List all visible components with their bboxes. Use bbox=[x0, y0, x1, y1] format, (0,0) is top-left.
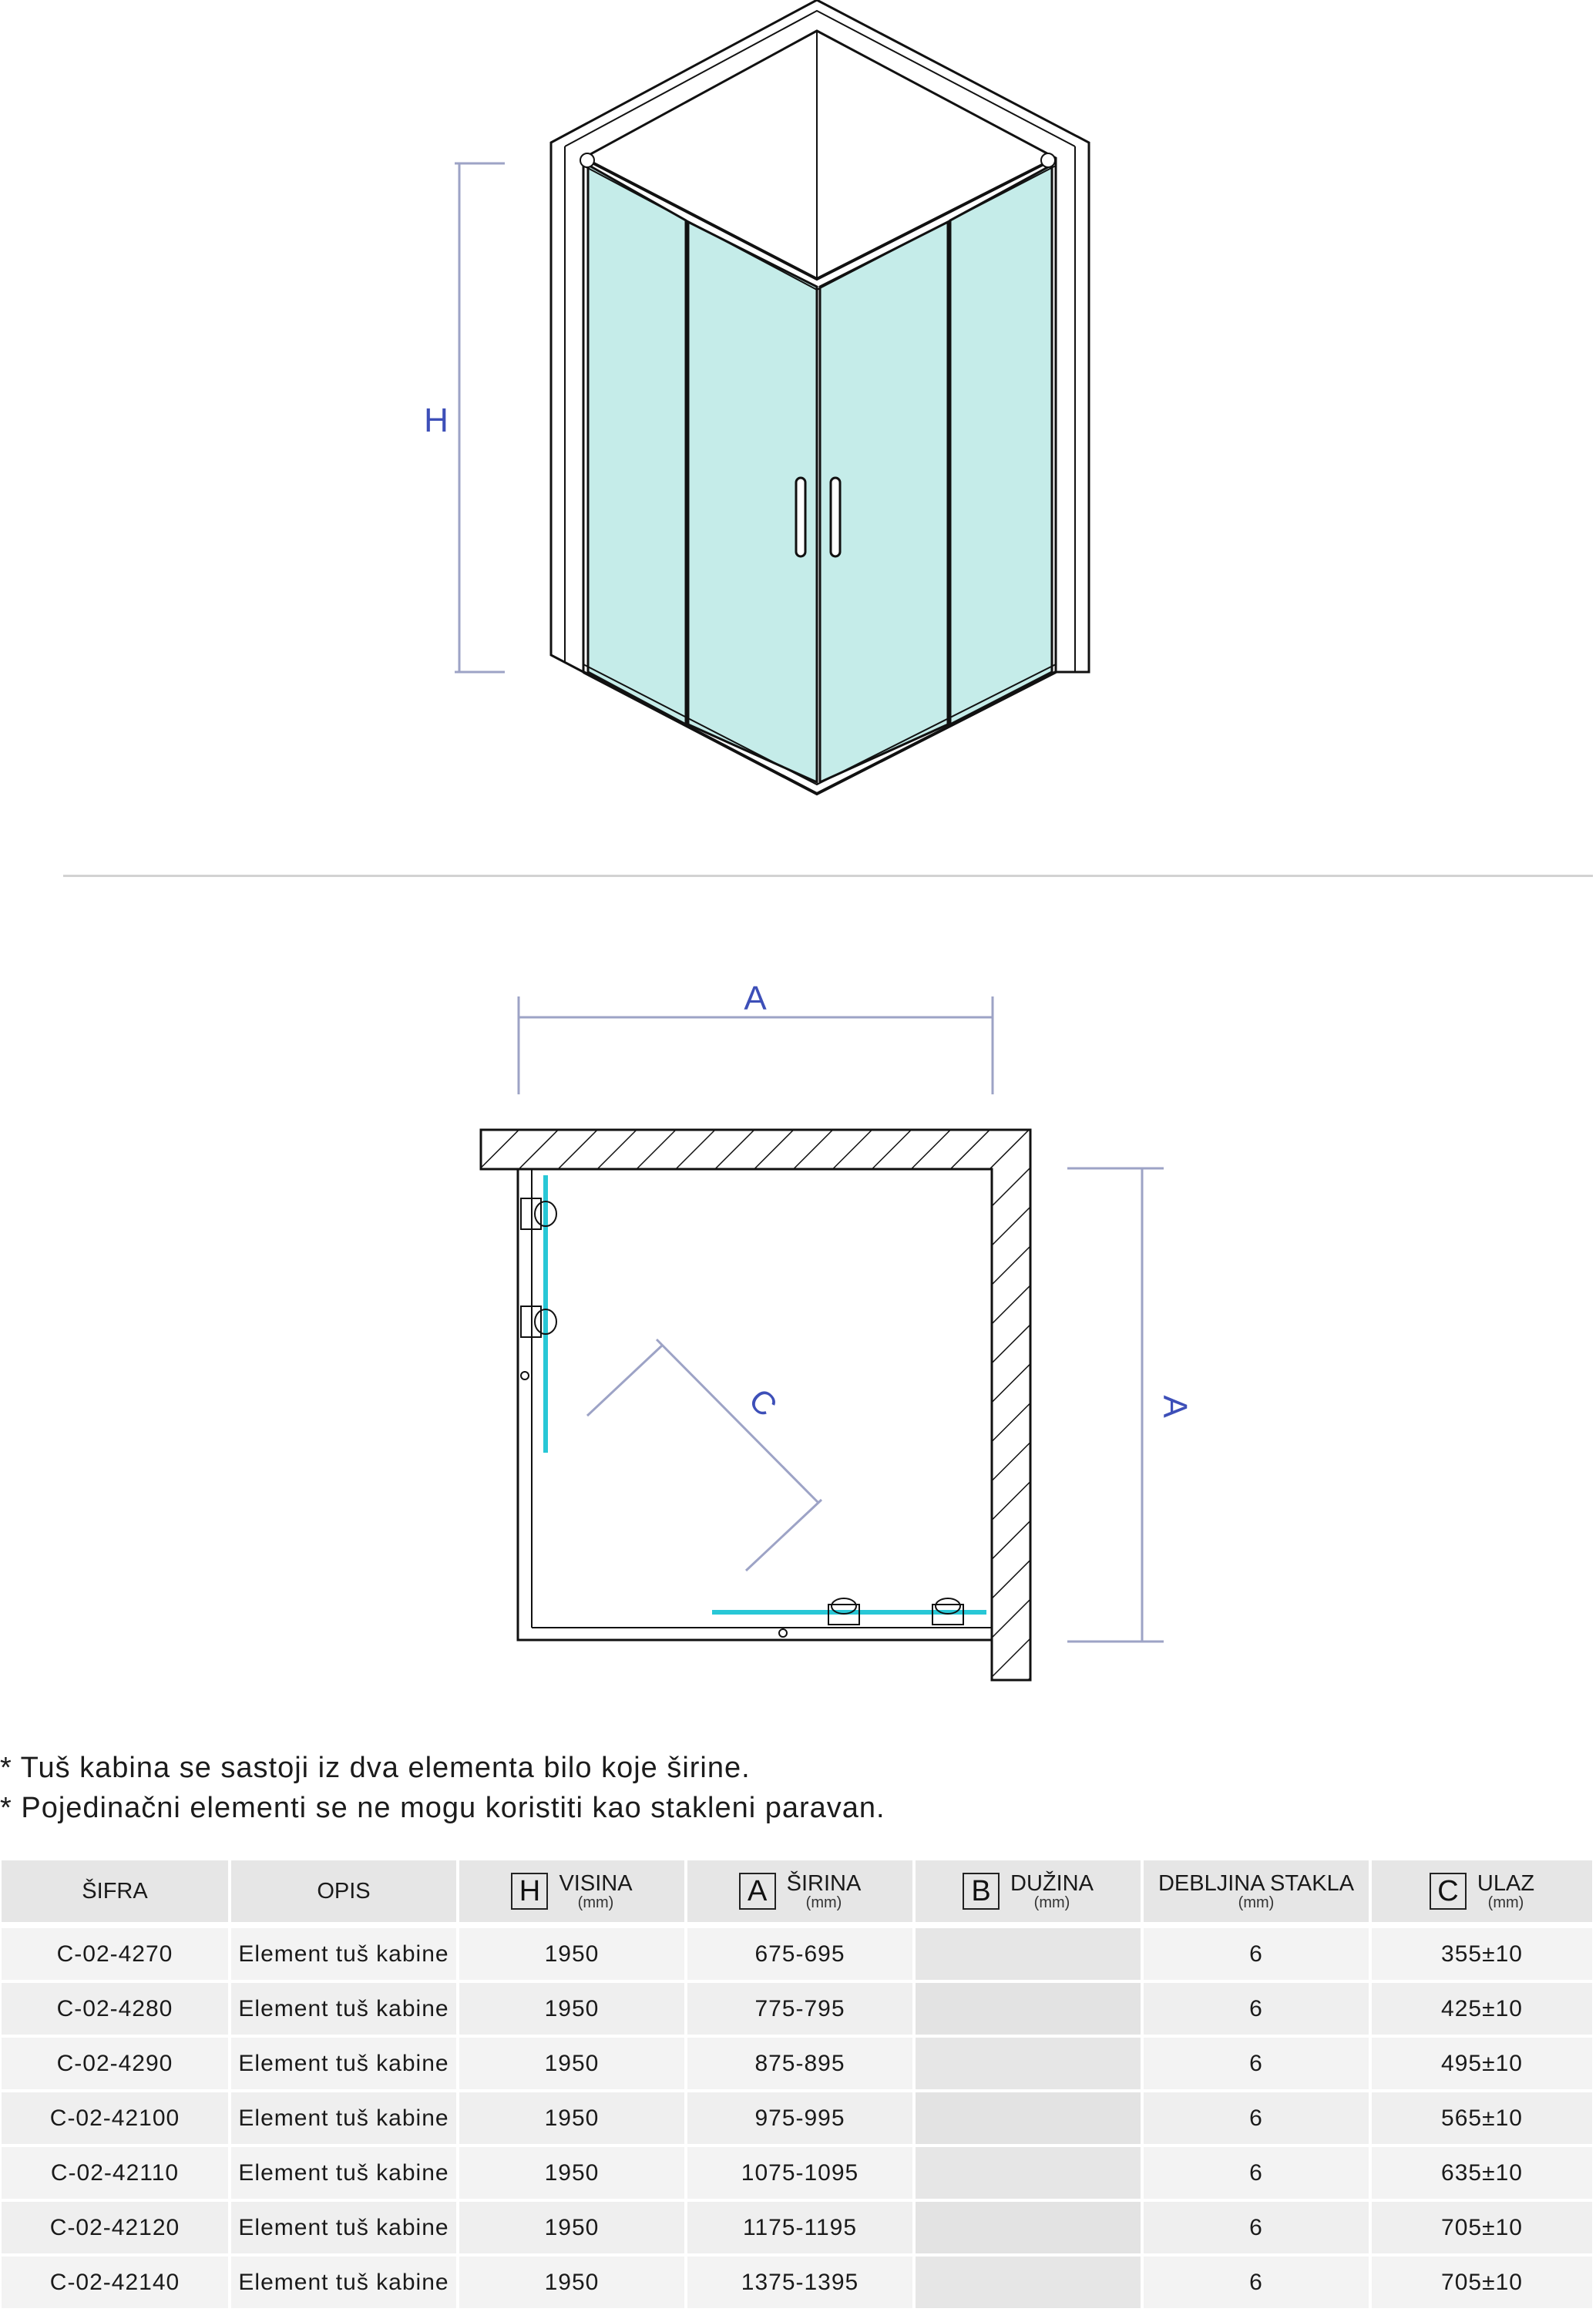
cell-opis: Element tuš kabine bbox=[230, 1925, 458, 1981]
dimension-h-label: H bbox=[424, 402, 449, 439]
handle-right bbox=[831, 478, 840, 556]
cell-debljina: 6 bbox=[1142, 2091, 1370, 2146]
plan-view-drawing bbox=[432, 948, 1202, 1695]
dimension-c-label: C bbox=[741, 1381, 785, 1424]
cell-sirina: 1175-1195 bbox=[686, 2200, 914, 2255]
dimension-a-top-label: A bbox=[744, 980, 767, 1017]
table-row bbox=[2, 2255, 1594, 2310]
cell-sifra: C-02-42110 bbox=[2, 2146, 230, 2200]
cell-opis: Element tuš kabine bbox=[230, 2146, 458, 2200]
cell-ulaz: 565±10 bbox=[1370, 2091, 1594, 2146]
header-debljina: DEBLJINA STAKLA (mm) bbox=[1142, 1860, 1370, 1925]
cell-duzina bbox=[914, 2036, 1142, 2091]
cell-visina: 1950 bbox=[458, 2146, 686, 2200]
cell-sirina: 1375-1395 bbox=[686, 2255, 914, 2310]
h-symbol-box: H bbox=[511, 1873, 548, 1910]
cell-ulaz: 705±10 bbox=[1370, 2255, 1594, 2310]
cell-sifra: C-02-42120 bbox=[2, 2200, 230, 2255]
header-opis: OPIS bbox=[230, 1860, 458, 1925]
cell-debljina: 6 bbox=[1142, 2146, 1370, 2200]
cell-visina: 1950 bbox=[458, 1925, 686, 1981]
note-line: * Pojedinačni elementi se ne mogu koristiti kao stakleni paravan. bbox=[0, 1792, 885, 1824]
header-sifra: ŠIFRA bbox=[2, 1860, 230, 1925]
cell-debljina: 6 bbox=[1142, 2200, 1370, 2255]
table-row bbox=[2, 2146, 1594, 2200]
header-duzina: B DUŽINA (mm) bbox=[914, 1860, 1142, 1925]
header-ulaz: C ULAZ (mm) bbox=[1370, 1860, 1594, 1925]
cell-sifra: C-02-42100 bbox=[2, 2091, 230, 2146]
cell-duzina bbox=[914, 2091, 1142, 2146]
cell-debljina: 6 bbox=[1142, 1925, 1370, 1981]
table-row bbox=[2, 2036, 1594, 2091]
cell-duzina bbox=[914, 1981, 1142, 2036]
header-sirina: A ŠIRINA (mm) bbox=[686, 1860, 914, 1925]
dimension-a-right-label: A bbox=[1156, 1395, 1194, 1418]
table-header-row bbox=[2, 1860, 1594, 1925]
table-row bbox=[2, 2200, 1594, 2255]
cell-debljina: 6 bbox=[1142, 2036, 1370, 2091]
cell-opis: Element tuš kabine bbox=[230, 2091, 458, 2146]
cell-visina: 1950 bbox=[458, 2091, 686, 2146]
cell-visina: 1950 bbox=[458, 1981, 686, 2036]
cell-ulaz: 425±10 bbox=[1370, 1981, 1594, 2036]
cell-opis: Element tuš kabine bbox=[230, 2036, 458, 2091]
cell-sifra: C-02-4290 bbox=[2, 2036, 230, 2091]
cell-sirina: 975-995 bbox=[686, 2091, 914, 2146]
cell-sirina: 1075-1095 bbox=[686, 2146, 914, 2200]
cell-visina: 1950 bbox=[458, 2200, 686, 2255]
cell-opis: Element tuš kabine bbox=[230, 2255, 458, 2310]
header-visina: H VISINA (mm) bbox=[458, 1860, 686, 1925]
table-row bbox=[2, 2091, 1594, 2146]
cell-ulaz: 705±10 bbox=[1370, 2200, 1594, 2255]
note-line: * Tuš kabina se sastoji iz dva elementa bilo koje širine. bbox=[0, 1752, 751, 1784]
cell-ulaz: 355±10 bbox=[1370, 1925, 1594, 1981]
cell-duzina bbox=[914, 2255, 1142, 2310]
spec-table bbox=[2, 1860, 1595, 2311]
cell-sirina: 775-795 bbox=[686, 1981, 914, 2036]
cell-sirina: 875-895 bbox=[686, 2036, 914, 2091]
c-symbol-box: C bbox=[1430, 1873, 1467, 1910]
cell-debljina: 6 bbox=[1142, 1981, 1370, 2036]
notes bbox=[0, 1748, 1596, 1828]
cell-visina: 1950 bbox=[458, 2036, 686, 2091]
section-divider bbox=[63, 875, 1593, 877]
table-row bbox=[2, 1981, 1594, 2036]
cell-duzina bbox=[914, 1925, 1142, 1981]
cell-ulaz: 495±10 bbox=[1370, 2036, 1594, 2091]
cell-debljina: 6 bbox=[1142, 2255, 1370, 2310]
handle-left bbox=[796, 478, 805, 556]
table-row bbox=[2, 1925, 1594, 1981]
cell-duzina bbox=[914, 2200, 1142, 2255]
cell-ulaz: 635±10 bbox=[1370, 2146, 1594, 2200]
isometric-drawing bbox=[385, 0, 1110, 817]
cell-opis: Element tuš kabine bbox=[230, 2200, 458, 2255]
cell-sifra: C-02-4280 bbox=[2, 1981, 230, 2036]
cell-sirina: 675-695 bbox=[686, 1925, 914, 1981]
cell-opis: Element tuš kabine bbox=[230, 1981, 458, 2036]
cell-sifra: C-02-4270 bbox=[2, 1925, 230, 1981]
a-symbol-box: A bbox=[739, 1873, 776, 1910]
b-symbol-box: B bbox=[963, 1873, 1000, 1910]
cell-visina: 1950 bbox=[458, 2255, 686, 2310]
cell-duzina bbox=[914, 2146, 1142, 2200]
cell-sifra: C-02-42140 bbox=[2, 2255, 230, 2310]
